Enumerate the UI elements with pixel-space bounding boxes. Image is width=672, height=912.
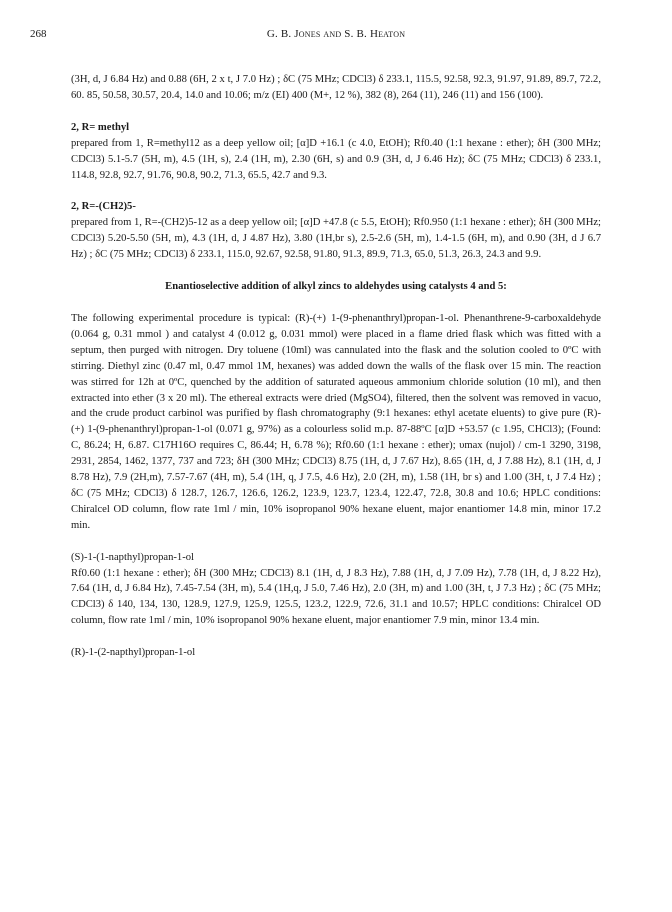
paragraph-continued-data: (3H, d, J 6.84 Hz) and 0.88 (6H, 2 x t, J 7.0 Hz) ; δC (75 MHz; CDCl3) δ 233.1, 115.5, 92.58, 92.3, 91.97, 91.89, 89.7, 72.2, 60. 85, 50.58, 30.57, 20.4, 14.0 and 10.06; m/z (EI) 400 (M+, 12 %), 382 (8), 264 (11), 246 (11) and 156 (100). [71,74,601,101]
paragraph-ch2-5-data: prepared from 1, R=-(CH2)5-12 as a deep yellow oil; [α]D +47.8 (c 5.5, EtOH); Rf0.950 (1:1 hexane : ether); δH (300 MHz; CDCl3) 5.20-5.50 (5H, m), 4.3 (1H, d, J 4.87 Hz), 3.80 (1H,br s), 2.5-2.6 (5H, m), 1.4-1.5 (6H, m), and 0.90 (3H, d J 6.7 Hz) ; δC (75 MHz; CDCl3) δ 233.1, 115.0, 92.67, 92.58, 91.80, 91.3, 89.9, 71.3, 65.0, 51.3, 26.3, 24.3 and 9.9. [71,217,601,261]
compound-heading-ch2-5: 2, R=-(CH2)5- [71,201,136,213]
page-body [71,72,601,661]
paragraph-procedure: The following experimental procedure is typical: (R)-(+) 1-(9-phenanthryl)propan-1-ol. Phenanthrene-9-carboxaldehyde (0.064 g, 0.31 mmol ) and catalyst 4 (0.012 g, 0.031 mmol) were placed in a flame dried flask which was fitted with a septum, then purged with nitrogen. Dry toluene (10ml) was cannulated into the flask and the solution cooled to 0ºC with stirring. Diethyl zinc (0.47 ml, 0.47 mmol 1M, hexanes) was added down the walls of the flask over 15 min. The reaction was stirred for 12h at 0ºC, quenched by the addition of saturated aqueous ammonium chloride solution (10 ml), and then extracted into ether (3 x 20 ml). The ethereal extracts were dried (MgSO4), filtered, then the solvent was removed in vacuo, and the crude product carbinol was purified by flash chromatography (9:1 hexanes: ethyl acetate eluents) to give pure (R)-(+) 1-(9-phenanthryl)propan-1-ol (0.071 g, 97%) as a colourless solid m.p. 87-88ºC [α]D +53.57 (c 1.95, CHCl3); (Found: C, 86.24; H, 6.87. C17H16O requires C, 86.44; H, 6.78 %); Rf0.60 (1:1 hexane : ether); υmax (nujol) / cm-1 3290, 3198, 2931, 2854, 1462, 1377, 737 and 723; δH (300 MHz; CDCl3) 8.75 (1H, d, J 7.67 Hz), 8.65 (1H, d, J 7.88 Hz), 8.1 (1H, d, J 8.78 Hz), 7.9 (2H,m), 7.57-7.67 (4H, m), 5.4 (1H, q, J 7.5, 4.6 Hz), 2.0 (2H, m), 1.58 (1H, br s) and 1.00 (3H, t, J 7.4 Hz) ; δC (75 MHz; CDCl3) δ 128.7, 126.7, 126.6, 126.2, 123.9, 123.7, 123.4, 122.47, 72.8, 30.8 and 10.6; HPLC conditions: Chiralcel OD column, flow rate 1ml / min, 10% isopropanol 90% hexane eluent, major enantiomer 14.8 min, minor 17.2 min. [71,312,601,531]
compound-heading-methyl: 2, R= methyl [71,121,130,133]
page-header [30,28,642,44]
compound-heading-2-napthyl: (R)-1-(2-napthyl)propan-1-ol [71,647,196,659]
paragraph-1-napthyl-data: Rf0.60 (1:1 hexane : ether); δH (300 MHz; CDCl3) 8.1 (1H, d, J 8.3 Hz), 7.88 (1H, d, J 7.09 Hz), 7.78 (1H, d, J 8.22 Hz), 7.64 (1H, d, J 6.84 Hz), 7.45-7.54 (3H, m), 5.4 (1H,q, J 5.0, 7.46 Hz), 2.0 (3H, m) and 1.00 (3H, t, J 7.3 Hz) ; δC (75 MHz; CDCl3) δ 140, 134, 130, 128.9, 127.9, 125.9, 125.5, 123.2, 122.9, 72.6, 31.1 and 10.57; HPLC conditions: Chiralcel OD column, flow rate 1ml / min, 10% isopropanol 90% hexane eluent, major enantiomer 7.9 min, minor 13.4 min. [71,567,601,627]
paragraph-methyl-data: prepared from 1, R=methyl12 as a deep yellow oil; [α]D +16.1 (c 4.0, EtOH); Rf0.40 (1:1 hexane : ether); δH (300 MHz; CDCl3) 5.1-5.7 (5H, m), 4.5 (1H, s), 2.4 (1H, m), 2.30 (6H, s) and 0.9 (3H, d, J 6.46 Hz); δC (75 MHz; CDCl3) δ 233.1, 114.8, 92.8, 92.7, 91.76, 90.8, 90.2, 71.3, 65.5, 42.7 and 9.3. [71,137,601,181]
section-heading: Enantioselective addition of alkyl zincs to aldehydes using catalysts 4 and 5: [165,281,507,293]
page-number: 268 [30,28,47,40]
compound-heading-1-napthyl: (S)-1-(1-napthyl)propan-1-ol [71,551,194,563]
running-title: G. B. Jones and S. B. Heaton [266,28,406,40]
